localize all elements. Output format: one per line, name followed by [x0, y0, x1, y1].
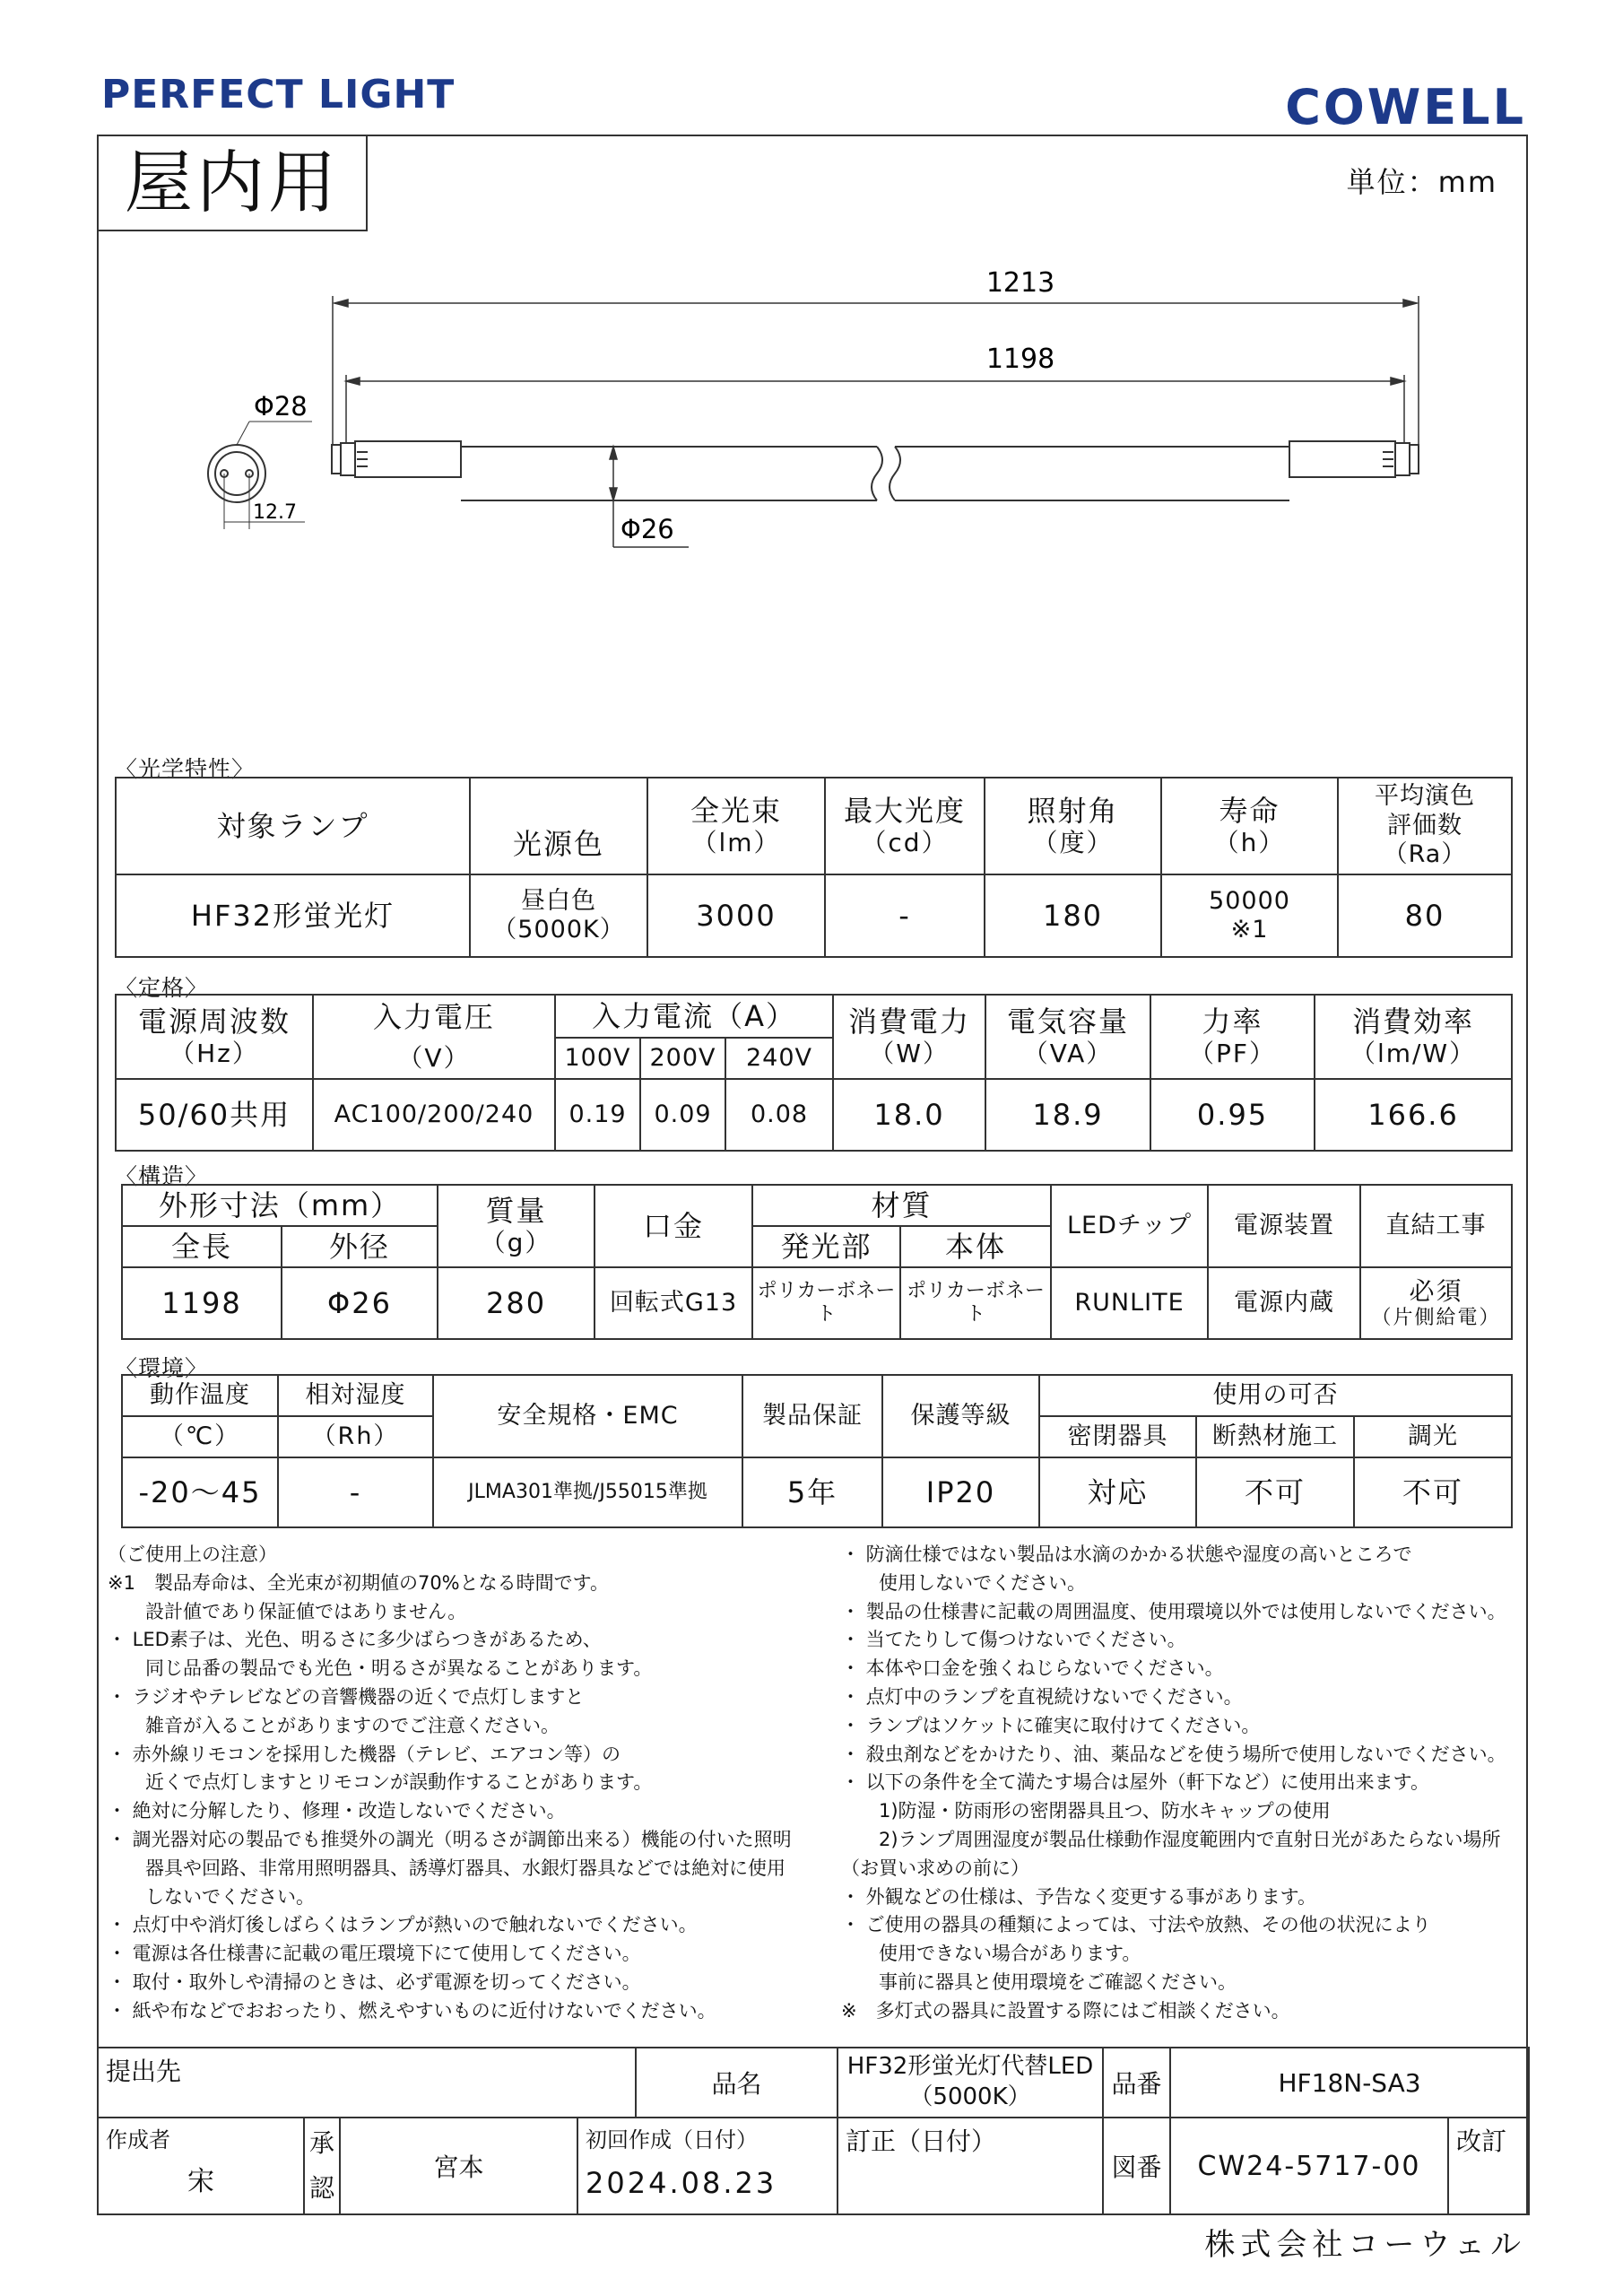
note-line: ・ 以下の条件を全て満たす場合は屋外（軒下など）に使用出来ます。 — [841, 1771, 1429, 1794]
v-wiring: 必須 （片側給電） — [1360, 1267, 1512, 1339]
v-voltage: AC100/200/240 — [313, 1079, 555, 1151]
section-environment: 〈環境〉 — [115, 1355, 209, 1381]
v-intensity: - — [825, 874, 985, 957]
dim-end-diameter: Φ28 — [254, 391, 308, 422]
section-optical: 〈光学特性〉 — [115, 756, 256, 782]
note-line: （お買い求めの前に） — [841, 1857, 1029, 1879]
note-line: ・ 点灯中や消灯後しばらくはランプが熱いので触れないでください。 — [108, 1914, 698, 1936]
model-label: 品番 — [1103, 2048, 1170, 2118]
h-dims: 外形寸法（mm） — [122, 1185, 438, 1226]
h-diameter: 外径 — [282, 1226, 438, 1267]
v-i200: 0.09 — [640, 1079, 725, 1151]
h-chip: LEDチップ — [1051, 1185, 1208, 1267]
v-safety: JLMA301準拠/J55015準拠 — [433, 1457, 742, 1527]
h-warranty: 製品保証 — [742, 1375, 882, 1457]
h-usage: 使用の可否 — [1039, 1375, 1512, 1416]
note-line: 近くで点灯しますとリモコンが誤動作することがあります。 — [108, 1771, 653, 1794]
v-temp: -20～45 — [122, 1457, 278, 1527]
dim-pin: 12.7 — [253, 501, 297, 524]
note-line: 器具や回路、非常用照明器具、誘導灯器具、水銀灯器具などでは絶対に使用 — [108, 1857, 785, 1879]
h-sealed: 密閉器具 — [1039, 1416, 1196, 1457]
note-line: ・ 製品の仕様書に記載の周囲温度、使用環境以外では使用しないでください。 — [841, 1600, 1506, 1622]
note-line: 雑音が入ることがありますのでご注意ください。 — [108, 1714, 560, 1736]
h-wiring: 直結工事 — [1360, 1185, 1512, 1267]
h-power: 消費電力 （W） — [833, 995, 985, 1079]
v-dimming: 不可 — [1354, 1457, 1512, 1527]
h-mass: 質量 （g） — [438, 1185, 595, 1267]
author-cell: 作成者 宋 — [98, 2118, 304, 2214]
h-ra: 平均演色 評価数 （Ra） — [1338, 778, 1512, 874]
note-line: ※1 製品寿命は、全光束が初期値の70%となる時間です。 — [108, 1571, 609, 1594]
v-color: 昼白色 （5000K） — [470, 874, 647, 957]
h-eff: 消費効率 （lm/W） — [1315, 995, 1512, 1079]
product-label: 品名 — [636, 2048, 838, 2118]
v-mass: 280 — [438, 1267, 595, 1339]
title-block — [97, 2047, 1530, 2215]
dim-tube-diameter: Φ26 — [621, 514, 674, 544]
note-line: 設計値であり保証値ではありません。 — [108, 1600, 467, 1622]
v-warranty: 5年 — [742, 1457, 882, 1527]
note-line: ・ 赤外線リモコンを採用した機器（テレビ、エアコン等）の — [108, 1743, 621, 1765]
model-number: HF18N-SA3 — [1170, 2048, 1529, 2118]
note-line: 同じ品番の製品でも光色・明るさが異なることがあります。 — [108, 1657, 653, 1680]
h-dimming: 調光 — [1354, 1416, 1512, 1457]
v-length: 1198 — [122, 1267, 282, 1339]
v-chip: RUNLITE — [1051, 1267, 1208, 1339]
h-humidity: 相対湿度 — [278, 1375, 433, 1416]
h-intensity: 最大光度 （cd） — [825, 778, 985, 874]
h-temp-unit: （℃） — [122, 1416, 278, 1457]
note-line: 事前に器具と使用環境をご確認ください。 — [841, 1970, 1237, 1993]
v-freq: 50/60共用 — [116, 1079, 313, 1151]
note-line: （ご使用上の注意） — [108, 1544, 277, 1565]
page-title: 屋内用 — [97, 135, 368, 231]
h-color: 光源色 — [470, 778, 647, 874]
tube-drawing — [97, 233, 1528, 556]
created-cell: 初回作成（日付） 2024.08.23 — [577, 2118, 838, 2214]
h-life: 寿命 （h） — [1161, 778, 1338, 874]
h-v200: 200V — [640, 1038, 725, 1079]
note-line: ・ ラジオやテレビなどの音響機器の近くで点灯しますと — [108, 1685, 585, 1708]
v-ra: 80 — [1338, 874, 1512, 957]
note-line: 1)防湿・防雨形の密閉器具且つ、防水キャップの使用 — [841, 1800, 1331, 1822]
optical-table — [115, 777, 1513, 958]
dim-overall: 1213 — [985, 267, 1055, 299]
note-line: 2)ランプ周囲湿度が製品仕様動作湿度範囲内で直射日光があたらない場所 — [841, 1828, 1501, 1850]
v-va: 18.9 — [985, 1079, 1150, 1151]
v-sealed: 対応 — [1039, 1457, 1196, 1527]
drawing-number: CW24-5717-00 — [1170, 2118, 1448, 2214]
h-ip: 保護等級 — [882, 1375, 1039, 1457]
h-temp: 動作温度 — [122, 1375, 278, 1416]
h-freq: 電源周波数 （Hz） — [116, 995, 313, 1079]
v-ip: IP20 — [882, 1457, 1039, 1527]
h-current: 入力電流（A） — [555, 995, 833, 1038]
company-name: 株式会社コーウェル — [1204, 2227, 1526, 2263]
drawing-label: 図番 — [1103, 2118, 1170, 2214]
h-insulation: 断熱材施工 — [1196, 1416, 1354, 1457]
h-va: 電気容量 （VA） — [985, 995, 1150, 1079]
revision-label: 改訂 — [1448, 2118, 1529, 2214]
dim-tube: 1198 — [985, 344, 1055, 375]
v-i240: 0.08 — [725, 1079, 833, 1151]
note-line: ・ 当てたりして傷つけないでください。 — [841, 1629, 1186, 1651]
v-base: 回転式G13 — [595, 1267, 752, 1339]
h-angle: 照射角 （度） — [985, 778, 1161, 874]
v-eff: 166.6 — [1315, 1079, 1512, 1151]
revised-label: 訂正（日付） — [838, 2118, 1103, 2214]
unit-label: 単位：mm — [1346, 165, 1497, 199]
note-line: ・ 点灯中のランプを直視続けないでください。 — [841, 1685, 1243, 1708]
v-power: 18.0 — [833, 1079, 985, 1151]
v-insulation: 不可 — [1196, 1457, 1354, 1527]
v-emitter: ポリカーボネート — [752, 1267, 900, 1339]
note-line: ・ 紙や布などでおおったり、燃えやすいものに近付けないでください。 — [108, 1999, 716, 2022]
h-material: 材質 — [752, 1185, 1051, 1226]
note-line: ・ 外観などの仕様は、予告なく変更する事があります。 — [841, 1885, 1316, 1908]
v-flux: 3000 — [647, 874, 825, 957]
h-humidity-unit: （Rh） — [278, 1416, 433, 1457]
v-i100: 0.19 — [555, 1079, 640, 1151]
note-line: 使用できない場合があります。 — [841, 1943, 1141, 1965]
note-line: ・ 取付・取外しや清掃のときは、必ず電源を切ってください。 — [108, 1970, 641, 1993]
product-name: HF32形蛍光灯代替LED （5000K） — [838, 2048, 1103, 2118]
v-angle: 180 — [985, 874, 1161, 957]
h-safety: 安全規格・EMC — [433, 1375, 742, 1457]
h-v100: 100V — [555, 1038, 640, 1079]
structure-table — [121, 1184, 1513, 1340]
note-line: しないでください。 — [108, 1885, 315, 1908]
h-lamp: 対象ランプ — [116, 778, 470, 874]
note-line: ・ 本体や口金を強くねじらないでください。 — [841, 1657, 1224, 1680]
h-emitter: 発光部 — [752, 1226, 900, 1267]
notes-right — [841, 1541, 1532, 2026]
v-lamp: HF32形蛍光灯 — [116, 874, 470, 957]
note-line: ・ 防滴仕様ではない製品は水滴のかかる状態や湿度の高いところで — [841, 1544, 1412, 1565]
h-voltage: 入力電圧 （V） — [313, 995, 555, 1079]
approver: 宮本 — [340, 2118, 577, 2214]
h-v240: 240V — [725, 1038, 833, 1079]
section-rating: 〈定格〉 — [115, 975, 209, 1001]
h-body: 本体 — [900, 1226, 1051, 1267]
v-body: ポリカーボネート — [900, 1267, 1051, 1339]
h-flux: 全光束 （lm） — [647, 778, 825, 874]
brand-logo-right: COWELL — [1285, 79, 1526, 135]
h-pf: 力率 （PF） — [1150, 995, 1315, 1079]
note-line: ・ 調光器対応の製品でも推奨外の調光（明るさが調節出来る）機能の付いた照明 — [108, 1828, 792, 1850]
note-line: ・ 電源は各仕様書に記載の電圧環境下にて使用してください。 — [108, 1943, 641, 1965]
note-line: ・ 絶対に分解したり、修理・改造しないでください。 — [108, 1800, 566, 1822]
v-life: 50000 ※1 — [1161, 874, 1338, 957]
submit-label: 提出先 — [98, 2048, 636, 2118]
note-line: ・ ランプはソケットに確実に取付けてください。 — [841, 1714, 1261, 1736]
v-diameter: Φ26 — [282, 1267, 438, 1339]
note-line: ・ 殺虫剤などをかけたり、油、薬品などを使う場所で使用しないでください。 — [841, 1743, 1506, 1765]
v-humidity: - — [278, 1457, 433, 1527]
h-power-unit: 電源装置 — [1208, 1185, 1360, 1267]
brand-logo-left: PERFECT LIGHT — [101, 72, 456, 117]
note-line: ※ 多灯式の器具に設置する際にはご相談ください。 — [841, 1999, 1290, 2022]
note-line: 使用しないでください。 — [841, 1571, 1086, 1594]
section-structure: 〈構造〉 — [115, 1163, 209, 1189]
h-base: 口金 — [595, 1185, 752, 1267]
tube-body — [332, 441, 1419, 500]
note-line: ・ ご使用の器具の種類によっては、寸法や放熱、その他の状況により — [841, 1914, 1431, 1936]
note-line: ・ LED素子は、光色、明るさに多少ばらつきがあるため、 — [108, 1629, 602, 1651]
notes-left — [108, 1541, 825, 2026]
h-length: 全長 — [122, 1226, 282, 1267]
v-power-unit: 電源内蔵 — [1208, 1267, 1360, 1339]
approve-label: 承 認 — [304, 2118, 340, 2214]
v-pf: 0.95 — [1150, 1079, 1315, 1151]
environment-table — [121, 1374, 1513, 1528]
rating-table — [115, 994, 1513, 1152]
